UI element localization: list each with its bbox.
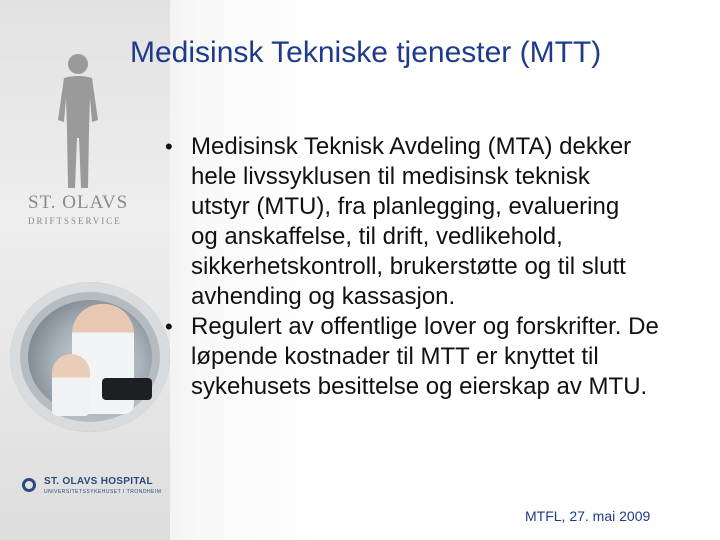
bullet-item [165,132,661,312]
bullet-item [165,312,661,402]
bullet-text: Medisinsk Teknisk Avdeling (MTA) dekker hele livssyklusen til medisinsk teknisk utstyr (MTU), fra planlegging, evaluering og anskaffelse, til drift, vedlikehold, sikkerhetskontroll, brukerstøtte og til slutt avhending og kassasjon. [191,133,632,310]
logo-name: ST. OLAVS [28,192,129,213]
bullet-glyph: • [165,134,173,159]
hospital-logo-icon [22,478,36,492]
human-figure-icon [48,50,108,190]
st-olavs-driftsservice-logo [28,192,148,226]
hospital-logo-name: ST. OLAVS HOSPITAL [44,476,153,487]
mri-staff-photo [10,282,170,432]
slide-title: Medisinsk Tekniske tjenester (MTT) [130,36,602,69]
bullet-glyph: • [165,314,173,339]
slide-body [165,132,685,402]
hospital-logo-subtitle: UNIVERSITETSSYKEHUSET I TRONDHEIM [44,489,162,495]
slide-footer: MTFL, 27. mai 2009 [525,508,651,524]
bullet-text: Regulert av offentlige lover og forskrifter. De løpende kostnader til MTT er knyttet til sykehusets besittelse og eierskap av MTU. [191,313,659,400]
logo-subtitle: DRIFTSSERVICE [28,216,122,226]
photo-person [52,354,90,416]
st-olavs-hospital-logo [22,476,162,500]
photo-equipment [102,378,152,400]
